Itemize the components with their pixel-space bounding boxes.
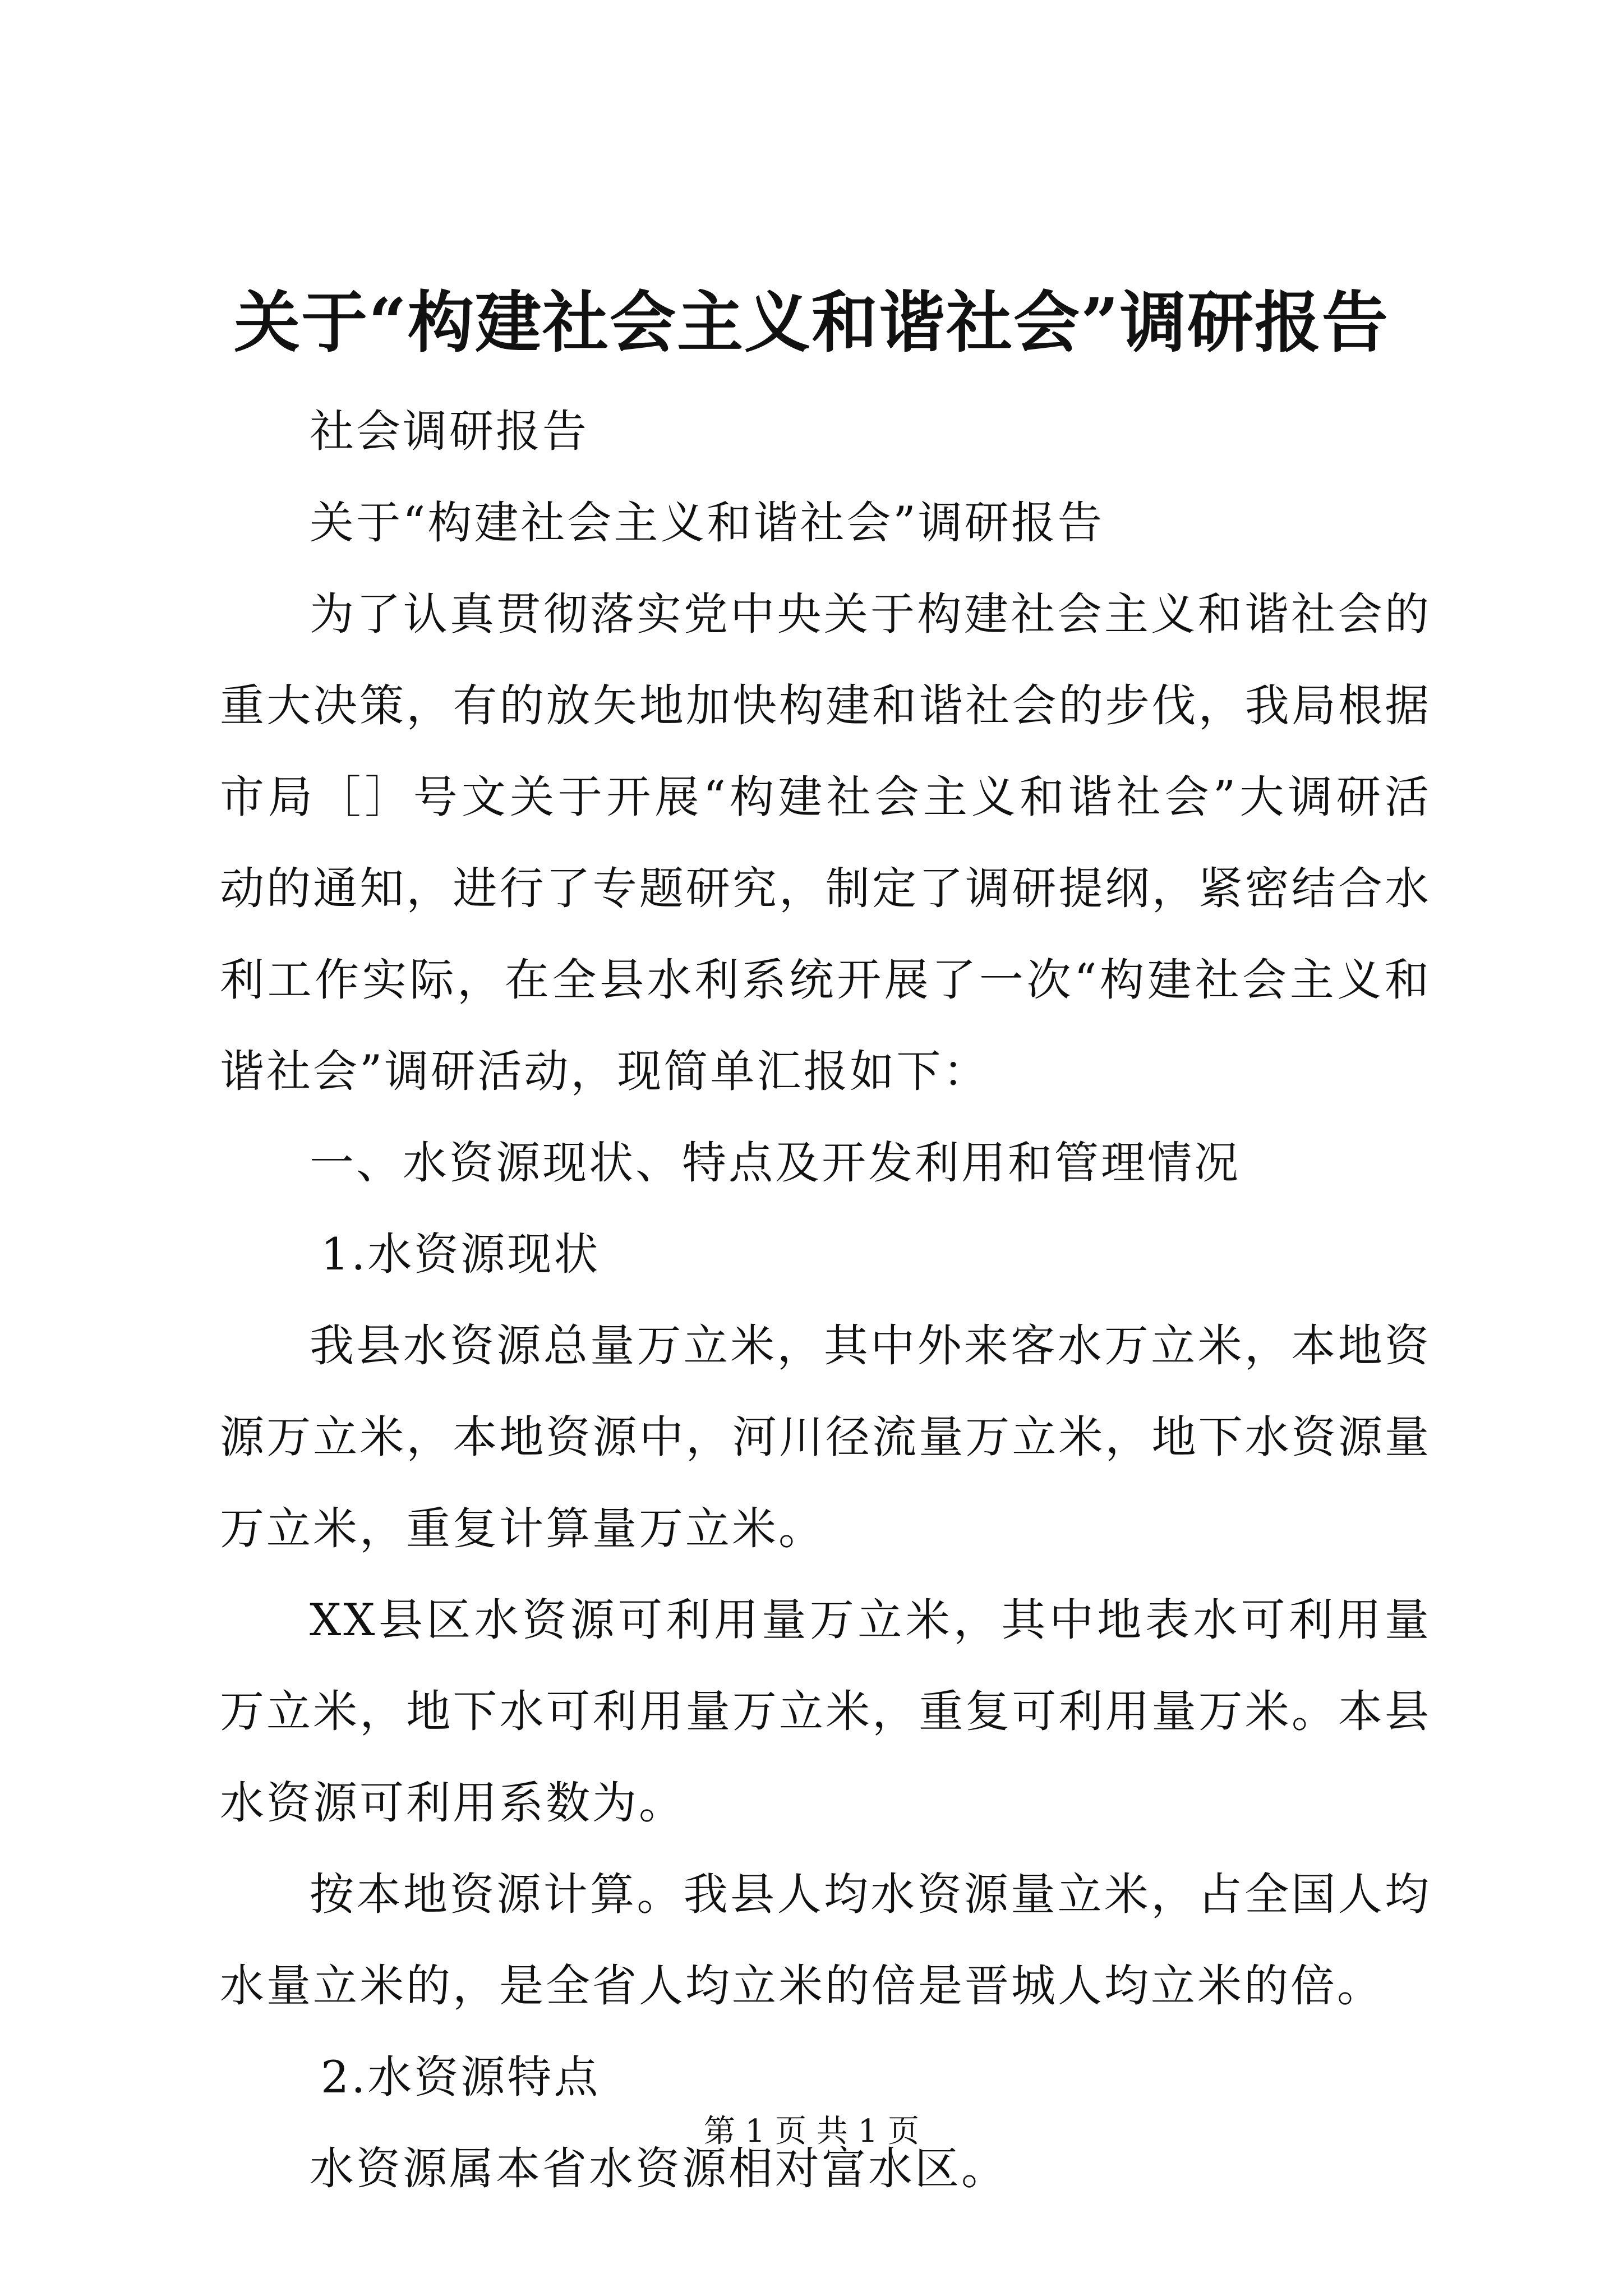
- page-footer: 第 1 页 共 1 页: [703, 2113, 920, 2150]
- report-category: 社会调研报告: [310, 406, 589, 457]
- subsection-heading-1-1: 1.水资源现状: [321, 1228, 601, 1280]
- water-feature-paragraph: 水资源属本省水资源相对富水区。: [310, 2143, 1008, 2194]
- water-usable-paragraph: XX县区水资源可利用量万立米，其中地表水可利用量万立米，地下水可利用量万立米，重复可利用量万米。本县水资源可利用系数为。: [220, 1594, 1431, 1829]
- document-title: 关于“构建社会主义和谐社会”调研报告: [234, 283, 1389, 361]
- intro-paragraph: 为了认真贯彻落实党中央关于构建社会主义和谐社会的重大决策，有的放矢地加快构建和谐社会的步伐，我局根据市局［］号文关于开展“构建社会主义和谐社会”大调研活动的通知，进行了专题研究，制定了调研提纲，紧密结合水利工作实际，在全县水利系统开展了一次“构建社会主义和谐社会”调研活动，现简单汇报如下：: [220, 588, 1431, 1097]
- report-subtitle: 关于“构建社会主义和谐社会”调研报告: [310, 497, 1104, 549]
- document-body: [220, 386, 1431, 2215]
- water-total-paragraph: 我县水资源总量万立米，其中外来客水万立米，本地资源万立米，本地资源中，河川径流量万立米，地下水资源量万立米，重复计算量万立米。: [220, 1320, 1431, 1554]
- per-capita-paragraph: 按本地资源计算。我县人均水资源量立米，占全国人均水量立米的，是全省人均立米的倍是晋城人均立米的倍。: [220, 1869, 1431, 2012]
- subsection-heading-1-2: 2.水资源特点: [321, 2051, 601, 2103]
- section-heading-1: 一、水资源现状、特点及开发利用和管理情况: [310, 1137, 1241, 1189]
